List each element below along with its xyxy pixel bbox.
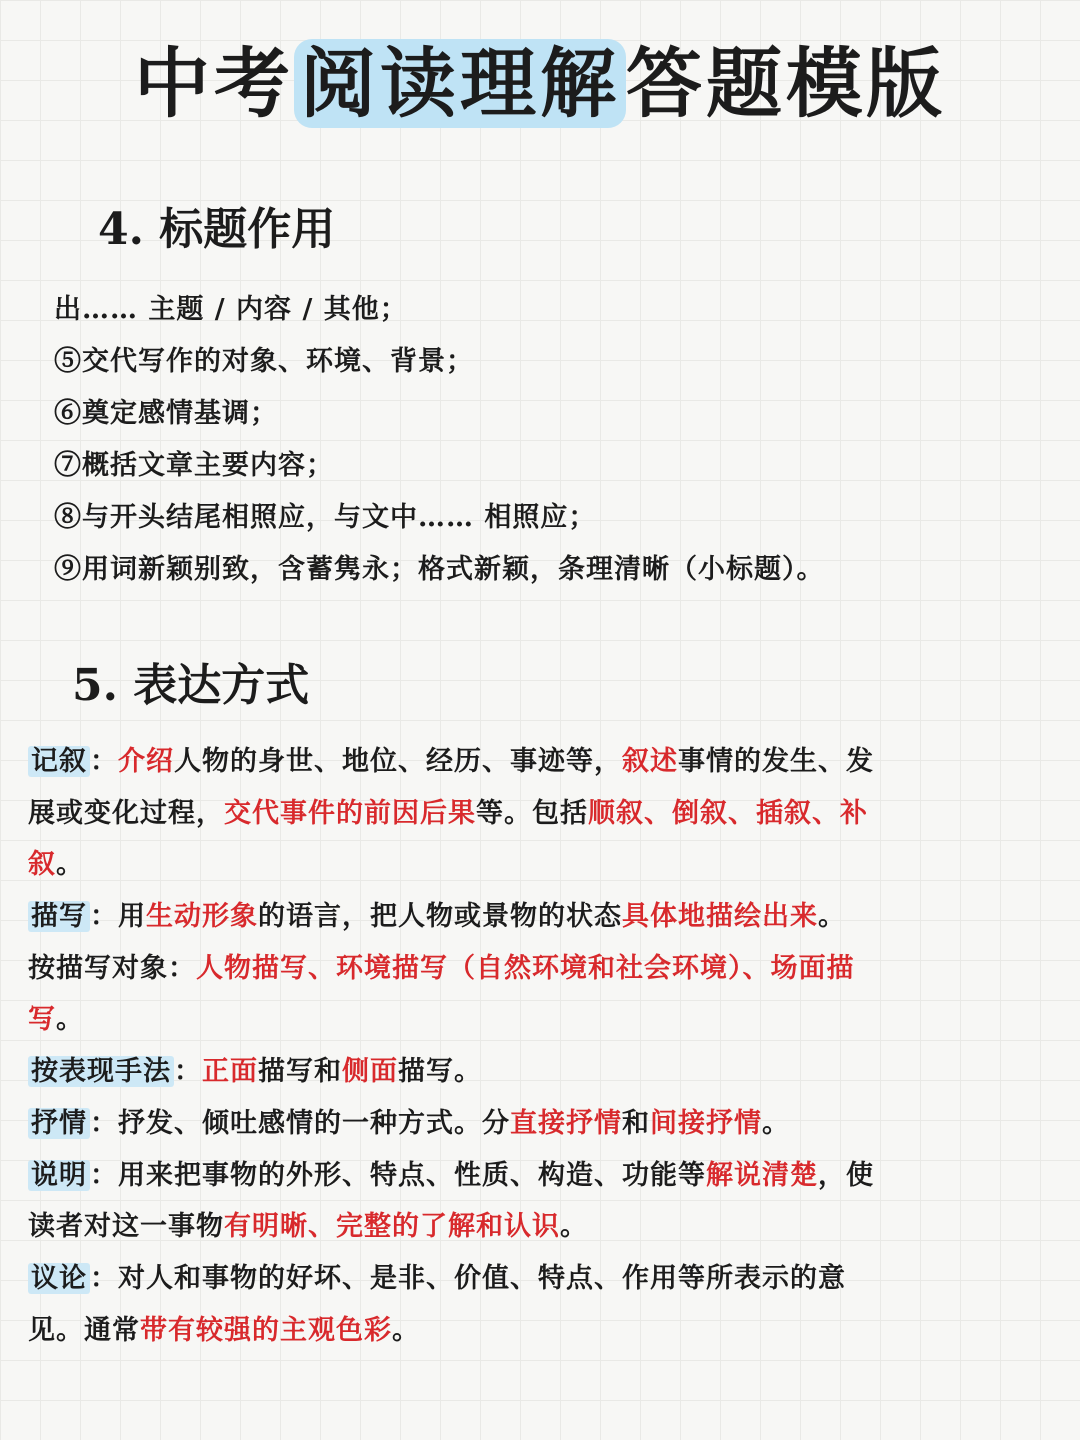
emphasis-text: 人物描写、环境描写（自然环境和社会环境）、场面描 [196, 952, 855, 984]
text-line [28, 841, 1028, 893]
text-line [28, 1307, 1028, 1359]
text-line [28, 893, 1028, 945]
emphasis-text: 叙述 [622, 746, 678, 777]
body-text: 。 [818, 901, 846, 933]
title-pre: 中考 [134, 39, 294, 128]
emphasis-text: 交代事件的前因后果 [224, 797, 476, 829]
section-4-list [54, 286, 1054, 598]
emphasis-text: 生动形象 [146, 901, 258, 933]
emphasis-text: 介绍 [118, 746, 174, 777]
list-item: ⑤交代写作的对象、环境、背景； [54, 346, 474, 377]
emphasis-text: 间接抒情 [650, 1107, 762, 1139]
body-text: 见。通常 [28, 1314, 140, 1346]
body-text: 描写和 [258, 1056, 342, 1088]
text-line [28, 1048, 1028, 1100]
body-text: ：用来把事物的外形、特点、性质、构造、功能等 [90, 1159, 706, 1191]
list-item: ⑧与开头结尾相照应，与文中…… 相照应； [54, 502, 597, 533]
title-post: 答题模版 [626, 39, 946, 128]
text-line [28, 996, 1028, 1048]
emphasis-text: 带有较强的主观色彩 [140, 1314, 392, 1346]
section-5-body [28, 738, 1028, 1358]
body-text: ： [174, 1056, 202, 1088]
text-line [28, 790, 1028, 842]
body-text: 描写。 [398, 1056, 482, 1088]
page-title [0, 38, 1080, 130]
term-tag: 描写 [28, 901, 90, 932]
body-text: ：用 [90, 901, 146, 933]
emphasis-text: 有明晰、完整的了解和认识 [224, 1211, 560, 1243]
emphasis-text: 直接抒情 [510, 1107, 622, 1139]
body-text: 的语言，把人物或景物的状态 [258, 901, 622, 933]
text-line [28, 1100, 1028, 1152]
title-highlight: 阅读理解 [294, 39, 626, 128]
emphasis-text: 具体地描绘出来 [622, 901, 818, 933]
emphasis-text: 叙 [28, 849, 56, 881]
emphasis-text: 顺叙、倒叙、插叙、补 [588, 797, 868, 829]
emphasis-text: 侧面 [342, 1056, 398, 1088]
list-item: 出…… 主题 / 内容 / 其他； [54, 294, 408, 325]
body-text: 事情的发生、发 [678, 746, 874, 777]
text-line [28, 738, 1028, 790]
text-line [28, 1203, 1028, 1255]
text-line [28, 1255, 1028, 1307]
body-text: ，使 [818, 1159, 874, 1191]
list-item: ⑦概括文章主要内容； [54, 450, 334, 481]
emphasis-text: 正面 [202, 1056, 258, 1088]
list-item: ⑨用词新颖别致，含蓄隽永；格式新颖，条理清晰（小标题）。 [54, 554, 825, 585]
body-text: 人物的身世、地位、经历、事迹等， [174, 746, 622, 777]
list-item: ⑥奠定感情基调； [54, 398, 278, 429]
body-text: 。 [392, 1314, 420, 1346]
body-text: 和 [622, 1107, 650, 1139]
term-tag: 说明 [28, 1160, 90, 1191]
term-tag: 议论 [28, 1263, 90, 1294]
emphasis-text: 写 [28, 1004, 56, 1036]
body-text: 。 [56, 849, 84, 881]
term-tag: 抒情 [28, 1108, 90, 1139]
body-text: 。 [56, 1004, 84, 1036]
emphasis-text: 解说清楚 [706, 1159, 818, 1191]
text-line [28, 945, 1028, 997]
body-text: 。 [762, 1107, 790, 1139]
body-text: 按描写对象： [28, 952, 196, 984]
body-text: ：对人和事物的好坏、是非、价值、特点、作用等所表示的意 [90, 1262, 846, 1294]
term-tag: 记叙 [28, 746, 90, 777]
term-tag: 按表现手法 [28, 1056, 174, 1087]
body-text: 。 [560, 1211, 588, 1243]
body-text: 等。包括 [476, 797, 588, 829]
section-4-heading: 4. 标题作用 [98, 204, 336, 255]
section-5-heading: 5. 表达方式 [72, 660, 310, 711]
text-line [28, 1152, 1028, 1204]
body-text: 读者对这一事物 [28, 1211, 224, 1243]
body-text: 展或变化过程， [28, 797, 224, 829]
body-text: ： [90, 746, 118, 777]
body-text: ：抒发、倾吐感情的一种方式。分 [90, 1107, 510, 1139]
